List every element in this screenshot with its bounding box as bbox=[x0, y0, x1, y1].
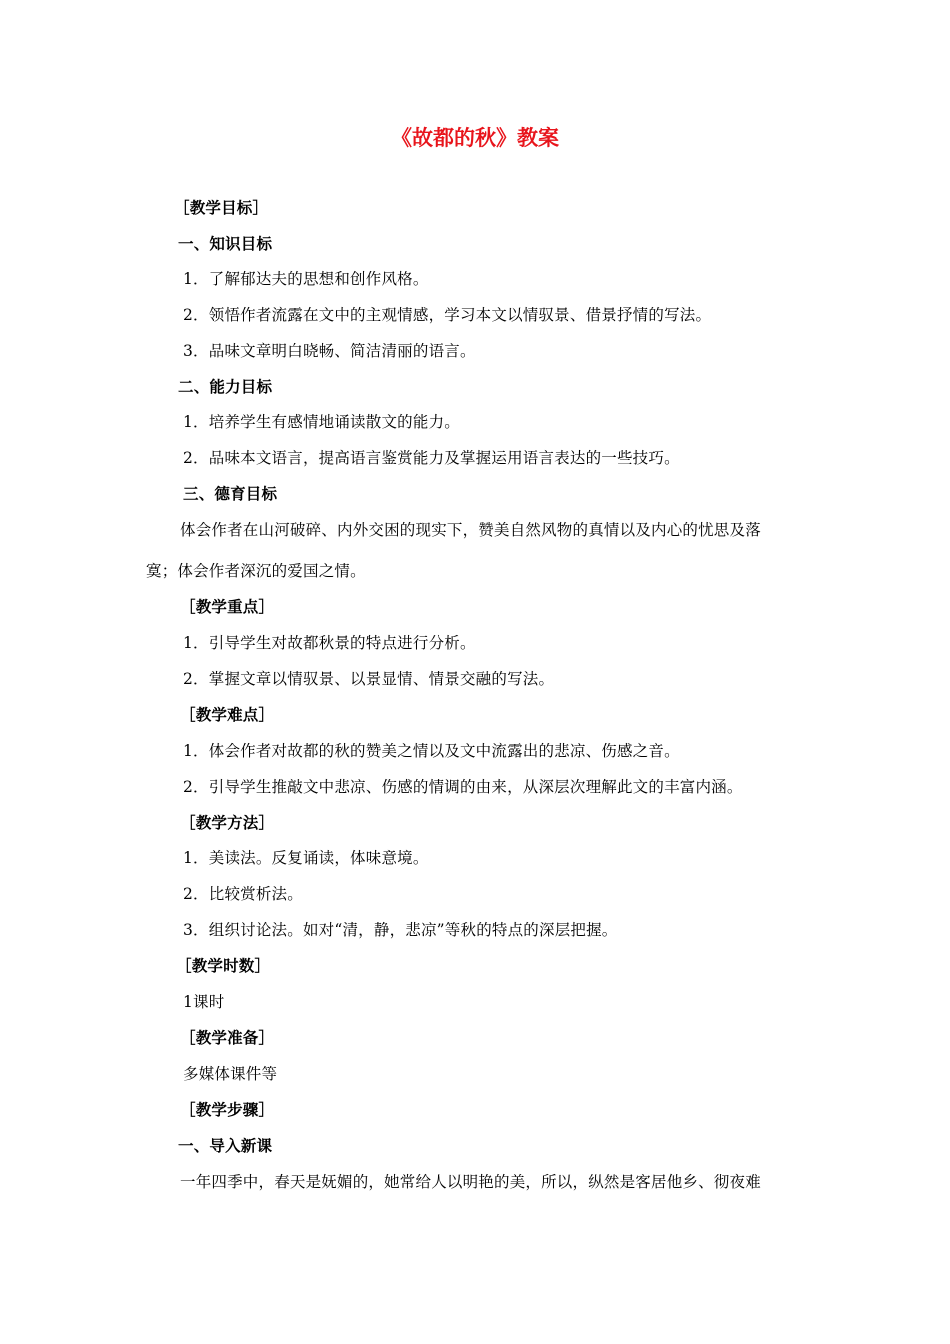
text-line: 2．领悟作者流露在文中的主观情感，学习本文以情驭景、借景抒情的写法。 bbox=[183, 306, 712, 324]
section-heading-hours: ［教学时数］ bbox=[176, 957, 271, 975]
text-line: 2．掌握文章以情驭景、以景显情、情景交融的写法。 bbox=[183, 670, 555, 688]
section-heading-difficulties: ［教学难点］ bbox=[180, 706, 275, 724]
text-line: 一年四季中，春天是妩媚的，她常给人以明艳的美，所以，纵然是客居他乡、彻夜难 bbox=[180, 1173, 761, 1191]
text-line: 1．了解郁达夫的思想和创作风格。 bbox=[183, 270, 429, 288]
text-line: 2．品味本文语言，提高语言鉴赏能力及掌握运用语言表达的一些技巧。 bbox=[183, 449, 680, 467]
text-line: 1．体会作者对故都的秋的赞美之情以及文中流露出的悲凉、伤感之音。 bbox=[183, 742, 680, 760]
text-line: 2．引导学生推敲文中悲凉、伤感的情调的由来，从深层次理解此文的丰富内涵。 bbox=[183, 778, 743, 796]
text-line: 1课时 bbox=[183, 993, 225, 1011]
subheading-intro: 一、导入新课 bbox=[178, 1137, 273, 1155]
text-line: 3．组织讨论法。如对“清，静，悲凉”等秋的特点的深层把握。 bbox=[183, 921, 618, 939]
subheading-ability: 二、能力目标 bbox=[178, 378, 273, 396]
text-line: 多媒体课件等 bbox=[183, 1065, 278, 1083]
section-heading-methods: ［教学方法］ bbox=[180, 814, 275, 832]
text-line: 1．美读法。反复诵读，体味意境。 bbox=[183, 849, 429, 867]
section-heading-key-points: ［教学重点］ bbox=[180, 598, 275, 616]
section-heading-objectives: ［教学目标］ bbox=[174, 199, 269, 217]
text-line: 1．培养学生有感情地诵读散文的能力。 bbox=[183, 413, 460, 431]
subheading-moral: 三、德育目标 bbox=[183, 485, 278, 503]
section-heading-steps: ［教学步骤］ bbox=[180, 1101, 275, 1119]
page-title: 《故都的秋》教案 bbox=[391, 126, 559, 150]
section-heading-preparation: ［教学准备］ bbox=[180, 1029, 275, 1047]
text-line: 寞；体会作者深沉的爱国之情。 bbox=[146, 562, 366, 580]
text-line: 2．比较赏析法。 bbox=[183, 885, 303, 903]
text-line: 体会作者在山河破碎、内外交困的现实下，赞美自然风物的真情以及内心的忧思及落 bbox=[180, 521, 761, 539]
text-line: 3．品味文章明白晓畅、简洁清丽的语言。 bbox=[183, 342, 476, 360]
subheading-knowledge: 一、知识目标 bbox=[178, 235, 273, 253]
text-line: 1．引导学生对故都秋景的特点进行分析。 bbox=[183, 634, 476, 652]
